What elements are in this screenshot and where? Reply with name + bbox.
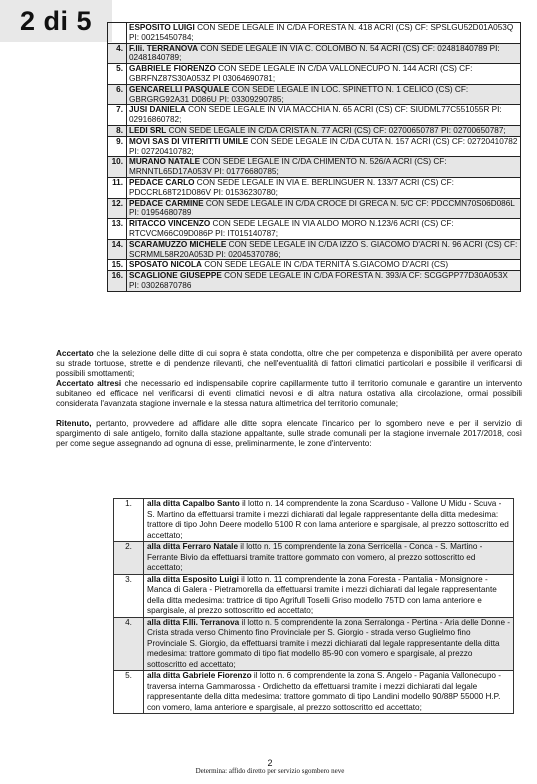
row-content xyxy=(127,105,521,126)
footer-note: Determina: affido diretto per servizio sgombero neve xyxy=(195,767,345,775)
row-content xyxy=(144,499,514,542)
row-name: alla ditta F.lli. Terranova xyxy=(147,617,240,627)
row-number: 9. xyxy=(108,136,127,157)
row-content xyxy=(127,198,521,219)
row-number: 13. xyxy=(108,219,127,240)
paragraph-body: che la selezione delle ditte di cui sopra è stata condotta, oltre che per competenza e disponibilità per avere operato su strade tortuose, strette e di pendenze rilevanti, che nell'eventualità di fattori climatici particolari e possibile il verificarsi di possibili smottamenti; xyxy=(56,349,522,378)
paragraph-lead: Accertato altresi xyxy=(56,379,122,388)
row-name: PEDACE CARLO xyxy=(129,177,195,187)
paragraph-body: che necessario ed indispensabile coprire capillarmente tutto il territorio comunale e garantire un intervento subitaneo ed efficace nel verificarsi di eventi climatici nevosi e di altra natura ostativa alla circolazione, ormai possibili considerata l'avanzata stagione invernale e la stessa natura altimetrica del territorio comunale; xyxy=(56,379,522,408)
row-name: MOVI SAS DI VITERITTI UMILE xyxy=(129,136,249,146)
row-number: 5. xyxy=(108,64,127,85)
row-name: SCARAMUZZO MICHELE xyxy=(129,239,227,249)
row-text: CON SEDE LEGALE IN VIA ALDO MORO N.123/6 ACRI (CS) CF: RTCVCM66C09D086P PI: IT015140787; xyxy=(129,219,454,238)
company-row xyxy=(108,177,521,198)
assignment-row xyxy=(114,671,514,714)
paragraph-body: pertanto, provvedere ad affidare alle ditte sopra elencate l'incarico per lo sgombero neve e per il servizio di spargimento di sale antigelo, fornito dalla stazione appaltante, sulle strade comunali per la stagione invernale 2017/2018, così per come segue assegnando ad ognuna di esse, preliminarmente, le zone d'intervento: xyxy=(56,419,522,448)
row-text: CON SEDE LEGALE IN LOC. SPINETTO N. 1 CELICO (CS) CF: GBRGRG92A31 D086U PI: 03309290785; xyxy=(129,84,469,104)
row-name: alla ditta Ferraro Natale xyxy=(147,542,239,551)
row-name: GENCARELLI PASQUALE xyxy=(129,84,230,94)
row-text: CON SEDE LEGALE IN C/DA FORESTA N. 418 ACRI (CS) CF: SPSLGU52D01A053Q PI: 00215450784; xyxy=(129,23,514,42)
paragraph-lead: Accertato xyxy=(56,349,94,358)
row-number: 11. xyxy=(108,177,127,198)
row-content xyxy=(127,136,521,157)
row-name: LEDI SRL xyxy=(129,125,167,135)
company-row xyxy=(108,105,521,126)
row-content xyxy=(144,617,514,671)
row-content xyxy=(127,177,521,198)
row-number: 14. xyxy=(108,239,127,260)
row-number: 3. xyxy=(114,574,144,617)
row-text: CON SEDE LEGALE IN VIA C. COLOMBO N. 54 ACRI (CS) CF: 02481840789 PI: 02481840789; xyxy=(129,43,500,63)
paragraph-accertato xyxy=(56,349,522,378)
row-name: F.lli. TERRANOVA xyxy=(129,43,198,53)
row-number: 8. xyxy=(108,125,127,136)
row-content xyxy=(127,260,521,271)
row-content xyxy=(144,542,514,575)
row-name: SCAGLIONE GIUSEPPE xyxy=(129,271,222,281)
row-content xyxy=(127,157,521,178)
row-text: il lotto n. 5 comprendente la zona Serralonga - Pertina - Aria delle Donne - Crista strada verso Chimento fino Provinciale per S. Giorgio - strada verso Guglielmo fino Provinciale S. Giorgio, da effettuarsi tramite i mezzi dichiarati dal legale rappresentante della ditta medesima: trattore gommato di tipo fiat modello 85-90 con vomero e spargisale, al prezzo sottoscritto ed accettato; xyxy=(147,617,511,669)
row-name: RITACCO VINCENZO xyxy=(129,219,211,229)
row-name: ESPOSITO LUIGI xyxy=(129,23,195,32)
row-text: il lotto n. 15 comprendente la zona Serricella - Conca - S. Martino - Ferrante Bivio da effettuarsi tramite trattore gommato con vomero, al prezzo sottoscritto ed accettato; xyxy=(147,542,483,572)
row-content xyxy=(127,125,521,136)
row-content xyxy=(127,219,521,240)
company-row xyxy=(108,198,521,219)
row-number: 16. xyxy=(108,271,127,292)
company-row xyxy=(108,43,521,64)
company-row xyxy=(108,84,521,105)
row-text: CON SEDE LEGALE IN C/DA TERNITÀ S.GIACOMO D'ACRI (CS) xyxy=(201,260,449,270)
company-row xyxy=(108,136,521,157)
row-text: il lotto n. 14 comprendente la zona Scarduso - Vallone U Midu - Scuva - S. Martino da effettuarsi tramite i mezzi dichiarati dal legale rappresentante della ditta medesima: trattore di tipo John Deere modello 5100 R con lama anteriore e spargisale, al prezzo sottoscritto ed accettato; xyxy=(147,499,509,540)
row-number: 7. xyxy=(108,105,127,126)
row-number: 1. xyxy=(114,499,144,542)
row-text: CON SEDE LEGALE IN C/DA CHIMENTO N. 526/A ACRI (CS) CF: MRNNTL65D17A053V PI: 01776680785; xyxy=(129,157,447,177)
row-content xyxy=(144,574,514,617)
row-name: MURANO NATALE xyxy=(129,157,201,167)
row-text: CON SEDE LEGALE IN C/DA FORESTA N. 393/A CF: SCGGPP77D30A053X PI: 03026870786 xyxy=(129,271,508,290)
row-name: GABRIELE FIORENZO xyxy=(129,64,216,74)
company-row xyxy=(108,64,521,85)
row-text: CON SEDE LEGALE IN C/DA VALLONECUPO N. 144 ACRI (CS) CF: GBRFNZ87S30A053Z PI 03064690781; xyxy=(129,64,473,83)
row-content xyxy=(127,64,521,85)
row-content xyxy=(127,23,521,44)
company-row xyxy=(108,23,521,44)
row-name: SPOSATO NICOLA xyxy=(129,260,202,270)
assignment-row xyxy=(114,542,514,575)
row-content xyxy=(144,671,514,714)
row-text: CON SEDE LEGALE IN VIA E. BERLINGUER N. 133/7 ACRI (CS) CF: PDCCRL68T21D086V PI: 01536230780; xyxy=(129,177,454,197)
row-name: alla ditta Gabriele Fiorenzo xyxy=(147,671,252,680)
row-text: CON SEDE LEGALE IN C/DA CUTA N. 157 ACRI (CS) CF: 02720410782 PI: 02720410782; xyxy=(129,136,518,156)
row-name: JUSI DANIELA xyxy=(129,105,186,115)
row-content xyxy=(127,271,521,292)
company-list-table xyxy=(107,22,521,292)
row-content xyxy=(127,43,521,64)
row-content xyxy=(127,239,521,260)
row-number: 5. xyxy=(114,671,144,714)
paragraph-accertato-altresi xyxy=(56,379,522,408)
paragraph-ritenuto xyxy=(56,419,522,448)
row-number xyxy=(108,23,127,44)
row-text: il lotto n. 11 comprendente la zona Foresta - Pantalia - Monsignore - Manca di Galera - Pietramorella da effettuarsi tramite i mezzi dichiarati dal legale rappresentante della ditta medesima: trattrice di tipo Agrifull Toselli Griso modello 75TD con lama anteriore e spargisale, al prezzo sottoscritto ed accettato; xyxy=(147,574,497,615)
company-row xyxy=(108,157,521,178)
company-row xyxy=(108,260,521,271)
row-number: 12. xyxy=(108,198,127,219)
company-row xyxy=(108,125,521,136)
row-number: 4. xyxy=(114,617,144,671)
paragraph-lead: Ritenuto, xyxy=(56,419,92,428)
company-row xyxy=(108,239,521,260)
row-name: alla ditta Capalbo Santo xyxy=(147,499,240,508)
row-name: PEDACE CARMINE xyxy=(129,198,204,208)
row-text: il lotto n. 6 comprendente la zona S. Angelo - Pagania Vallonecupo - traversa interna Gammarossa - Ordichetto da effettuarsi tramite i mezzi dichiarati dal legale rappresentante della ditta medesima: trattore gommato di tipo Landini modello 90/88P 55000 H.P. con vomero, lama anteriore e spargisale, al prezzo sottoscritto ed accettato; xyxy=(147,671,501,712)
assignment-row xyxy=(114,499,514,542)
row-name: alla ditta Esposito Luigi xyxy=(147,574,239,584)
assignment-row xyxy=(114,617,514,671)
page-number: 2 xyxy=(267,758,273,768)
row-content xyxy=(127,84,521,105)
row-text: CON SEDE LEGALE IN C/DA CROCE DI GRECA N. 5/C CF: PDCCMN70S06D086L PI: 01954680789 xyxy=(129,198,515,218)
assignment-table xyxy=(113,498,514,714)
row-text: CON SEDE LEGALE IN VIA MACCHIA N. 65 ACRI (CS) CF: SIUDML77C551055R PI: 02916860782; xyxy=(129,105,502,125)
assignment-row xyxy=(114,574,514,617)
row-number: 4. xyxy=(108,43,127,64)
company-row xyxy=(108,219,521,240)
company-row xyxy=(108,271,521,292)
row-text: CON SEDE LEGALE IN C/DA CRISTA N. 77 ACRI (CS) CF: 02700650787 PI: 02700650787; xyxy=(166,125,506,135)
row-text: CON SEDE LEGALE IN C/DA IZZO S. GIACOMO D'ACRI N. 96 ACRI (CS) CF: SCRMML58R20A053D PI: 02045370786; xyxy=(129,239,518,259)
page-marker: 2 di 5 xyxy=(0,0,112,42)
row-number: 6. xyxy=(108,84,127,105)
row-number: 2. xyxy=(114,542,144,575)
row-number: 10. xyxy=(108,157,127,178)
row-number: 15. xyxy=(108,260,127,271)
